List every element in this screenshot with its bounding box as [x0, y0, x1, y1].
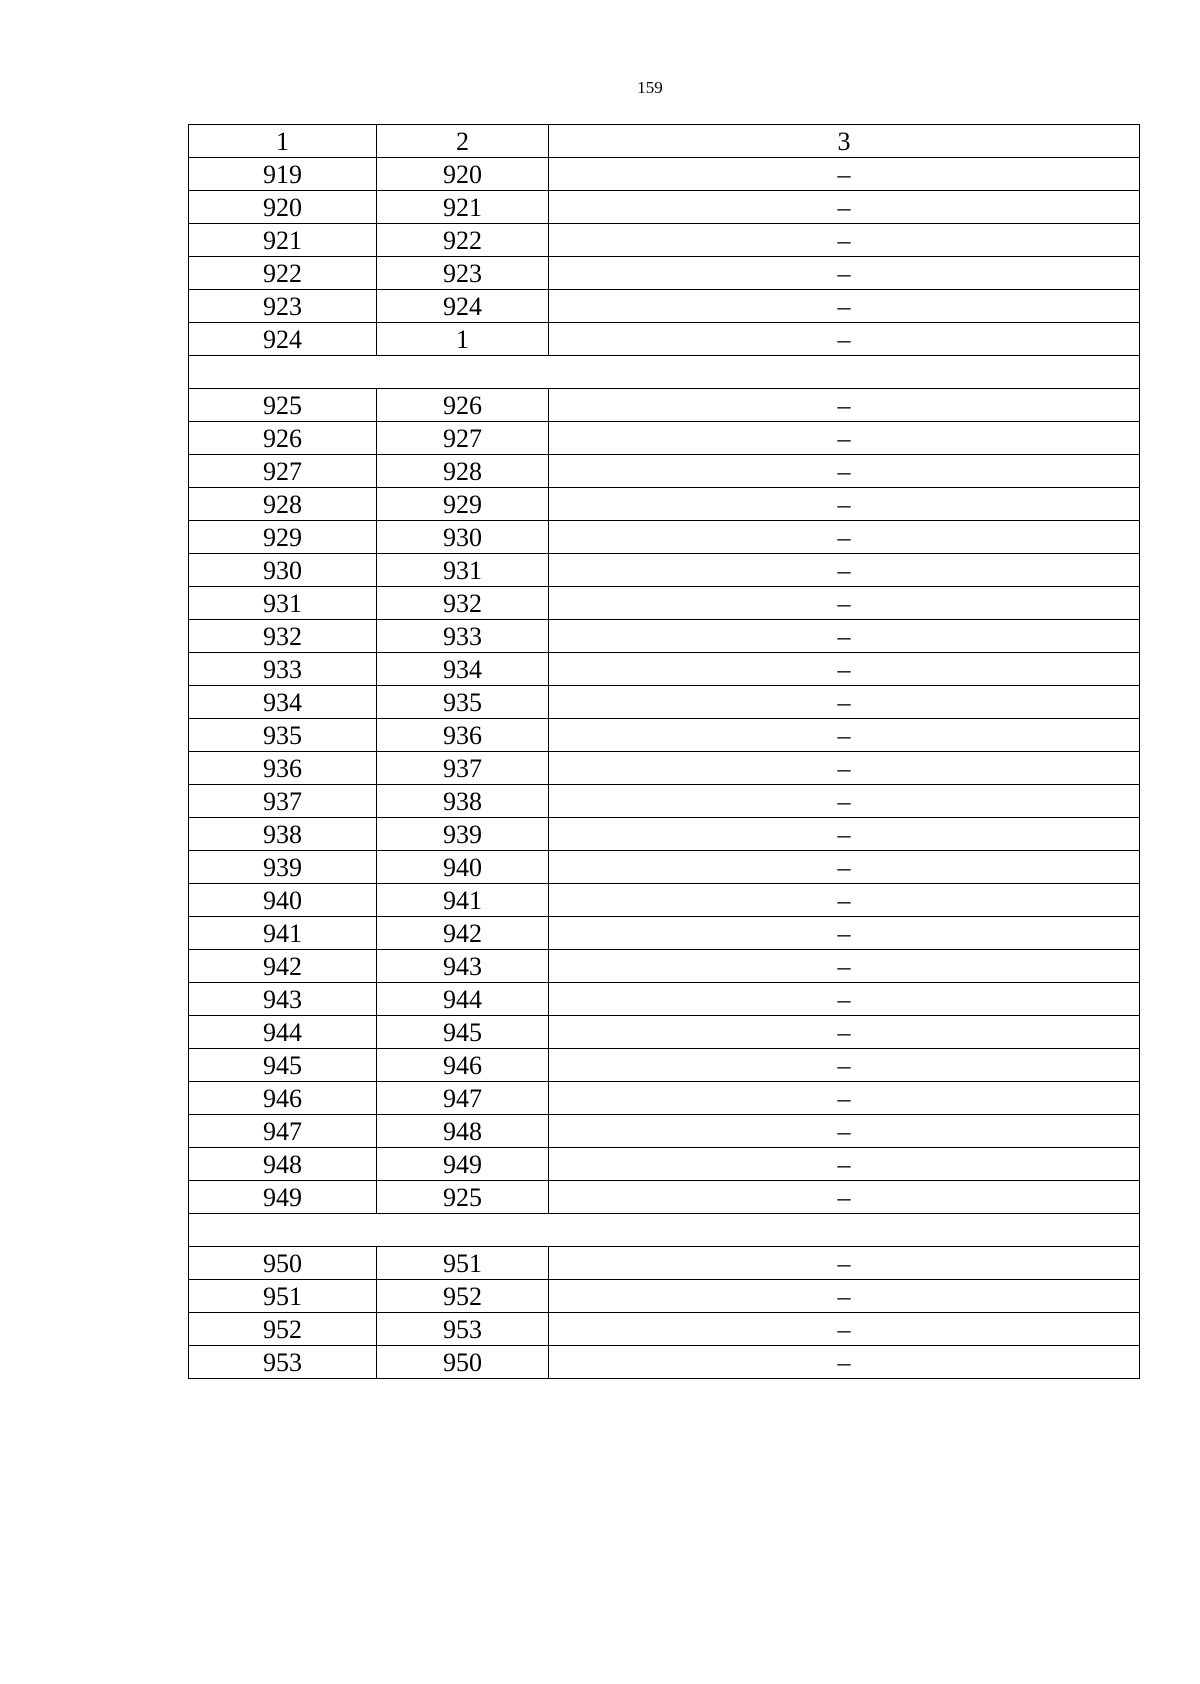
table-cell-col-3: – [549, 488, 1140, 521]
column-header-2: 2 [377, 125, 549, 158]
table-cell-col-2: 943 [377, 950, 549, 983]
table-cell-col-3: – [549, 587, 1140, 620]
table-cell-col-2: 953 [377, 1313, 549, 1346]
table-cell-col-2: 945 [377, 1016, 549, 1049]
table-cell-col-2: 946 [377, 1049, 549, 1082]
table-row [189, 752, 1140, 785]
table-row [189, 455, 1140, 488]
table-cell-col-2: 1 [377, 323, 549, 356]
table-cell-col-2: 936 [377, 719, 549, 752]
table-row [189, 785, 1140, 818]
table-cell-col-2: 939 [377, 818, 549, 851]
table-cell-col-1: 940 [189, 884, 377, 917]
table-cell-col-2: 949 [377, 1148, 549, 1181]
table-row [189, 1247, 1140, 1280]
table-cell-col-3: – [549, 785, 1140, 818]
table-row [189, 554, 1140, 587]
table-cell-col-2: 929 [377, 488, 549, 521]
table-row [189, 587, 1140, 620]
table-cell-col-1: 935 [189, 719, 377, 752]
table-cell-col-2: 934 [377, 653, 549, 686]
table-cell-col-1: 953 [189, 1346, 377, 1379]
table-row [189, 389, 1140, 422]
table-cell-col-2: 920 [377, 158, 549, 191]
table-row [189, 851, 1140, 884]
table-cell-col-1: 951 [189, 1280, 377, 1313]
table-cell-col-1: 947 [189, 1115, 377, 1148]
table-cell-col-1: 925 [189, 389, 377, 422]
table-cell-col-3: – [549, 1313, 1140, 1346]
table-cell-col-3: – [549, 1148, 1140, 1181]
table-cell-col-2: 937 [377, 752, 549, 785]
table-cell-col-1: 942 [189, 950, 377, 983]
table-cell-col-3: – [549, 686, 1140, 719]
table-row [189, 224, 1140, 257]
table-cell-col-3: – [549, 950, 1140, 983]
table-body [189, 125, 1140, 1379]
table-cell-col-2: 938 [377, 785, 549, 818]
table-cell-col-3: – [549, 554, 1140, 587]
table-cell-col-2: 926 [377, 389, 549, 422]
table-cell-col-3: – [549, 917, 1140, 950]
table-cell-col-1: 945 [189, 1049, 377, 1082]
table-cell-col-1: 948 [189, 1148, 377, 1181]
table-row [189, 1115, 1140, 1148]
table-cell-col-3: – [549, 1115, 1140, 1148]
group-separator-row [189, 356, 1140, 389]
table-cell-col-2: 923 [377, 257, 549, 290]
table-row [189, 818, 1140, 851]
table-row [189, 1313, 1140, 1346]
table-cell-col-3: – [549, 1181, 1140, 1214]
table-cell-col-3: – [549, 851, 1140, 884]
table-cell-col-2: 940 [377, 851, 549, 884]
table-cell-col-3: – [549, 521, 1140, 554]
table-cell-col-1: 952 [189, 1313, 377, 1346]
table-cell-col-2: 944 [377, 983, 549, 1016]
table-cell-col-2: 942 [377, 917, 549, 950]
table-cell-col-3: – [549, 158, 1140, 191]
table-cell-col-3: – [549, 224, 1140, 257]
table-cell-col-2: 950 [377, 1346, 549, 1379]
table-row [189, 719, 1140, 752]
table-row [189, 521, 1140, 554]
table-cell-col-1: 944 [189, 1016, 377, 1049]
table-cell-col-1: 949 [189, 1181, 377, 1214]
table-cell-col-2: 928 [377, 455, 549, 488]
table-cell-col-3: – [549, 884, 1140, 917]
table-cell-col-2: 924 [377, 290, 549, 323]
table-row [189, 653, 1140, 686]
table-cell-col-3: – [549, 653, 1140, 686]
group-separator-cell [189, 356, 1140, 389]
table-cell-col-2: 947 [377, 1082, 549, 1115]
table-cell-col-2: 933 [377, 620, 549, 653]
table-cell-col-1: 924 [189, 323, 377, 356]
table-cell-col-1: 939 [189, 851, 377, 884]
table-cell-col-2: 952 [377, 1280, 549, 1313]
table-row [189, 488, 1140, 521]
table-cell-col-2: 927 [377, 422, 549, 455]
table-cell-col-2: 930 [377, 521, 549, 554]
table-cell-col-2: 948 [377, 1115, 549, 1148]
table-cell-col-3: – [549, 389, 1140, 422]
table-cell-col-2: 922 [377, 224, 549, 257]
table-cell-col-1: 943 [189, 983, 377, 1016]
table-row [189, 1016, 1140, 1049]
table-cell-col-1: 934 [189, 686, 377, 719]
table-cell-col-3: – [549, 191, 1140, 224]
table-cell-col-3: – [549, 257, 1140, 290]
table-cell-col-1: 929 [189, 521, 377, 554]
table-cell-col-2: 931 [377, 554, 549, 587]
table-cell-col-3: – [549, 719, 1140, 752]
table-cell-col-2: 941 [377, 884, 549, 917]
page-number: 159 [637, 78, 663, 97]
table-cell-col-1: 927 [189, 455, 377, 488]
data-table [188, 124, 1140, 1379]
group-separator-cell [189, 1214, 1140, 1247]
table-cell-col-3: – [549, 620, 1140, 653]
table-row [189, 422, 1140, 455]
table-row [189, 1346, 1140, 1379]
table-cell-col-2: 921 [377, 191, 549, 224]
table-row [189, 191, 1140, 224]
table-cell-col-1: 932 [189, 620, 377, 653]
table-cell-col-1: 928 [189, 488, 377, 521]
table-cell-col-1: 926 [189, 422, 377, 455]
table-cell-col-1: 923 [189, 290, 377, 323]
table-cell-col-1: 931 [189, 587, 377, 620]
table-cell-col-1: 937 [189, 785, 377, 818]
table-cell-col-3: – [549, 422, 1140, 455]
table-row [189, 884, 1140, 917]
table-row [189, 686, 1140, 719]
table-row [189, 323, 1140, 356]
table-cell-col-2: 935 [377, 686, 549, 719]
table-row [189, 1181, 1140, 1214]
table-row [189, 1082, 1140, 1115]
table-row [189, 1049, 1140, 1082]
table-row [189, 1148, 1140, 1181]
table-cell-col-1: 922 [189, 257, 377, 290]
table-row [189, 1280, 1140, 1313]
table-cell-col-3: – [549, 290, 1140, 323]
table-row [189, 950, 1140, 983]
table-cell-col-3: – [549, 1049, 1140, 1082]
column-header-3: 3 [549, 125, 1140, 158]
table-cell-col-3: – [549, 323, 1140, 356]
table-row [189, 917, 1140, 950]
table-cell-col-1: 919 [189, 158, 377, 191]
table-row [189, 290, 1140, 323]
table-cell-col-1: 950 [189, 1247, 377, 1280]
table-cell-col-3: – [549, 1346, 1140, 1379]
table-header-row [189, 125, 1140, 158]
table-row [189, 158, 1140, 191]
table-cell-col-1: 936 [189, 752, 377, 785]
table-cell-col-3: – [549, 1280, 1140, 1313]
table-cell-col-3: – [549, 1082, 1140, 1115]
table-cell-col-1: 946 [189, 1082, 377, 1115]
table-cell-col-2: 951 [377, 1247, 549, 1280]
table-row [189, 257, 1140, 290]
table-cell-col-1: 930 [189, 554, 377, 587]
column-header-1: 1 [189, 125, 377, 158]
table-cell-col-3: – [549, 818, 1140, 851]
data-table-container [188, 124, 1139, 1379]
table-cell-col-2: 925 [377, 1181, 549, 1214]
table-cell-col-3: – [549, 752, 1140, 785]
table-cell-col-1: 933 [189, 653, 377, 686]
group-separator-row [189, 1214, 1140, 1247]
table-cell-col-2: 932 [377, 587, 549, 620]
table-cell-col-1: 938 [189, 818, 377, 851]
table-cell-col-1: 941 [189, 917, 377, 950]
table-cell-col-3: – [549, 455, 1140, 488]
table-cell-col-1: 921 [189, 224, 377, 257]
table-cell-col-3: – [549, 983, 1140, 1016]
table-cell-col-1: 920 [189, 191, 377, 224]
table-cell-col-3: – [549, 1247, 1140, 1280]
table-row [189, 620, 1140, 653]
table-cell-col-3: – [549, 1016, 1140, 1049]
table-row [189, 983, 1140, 1016]
